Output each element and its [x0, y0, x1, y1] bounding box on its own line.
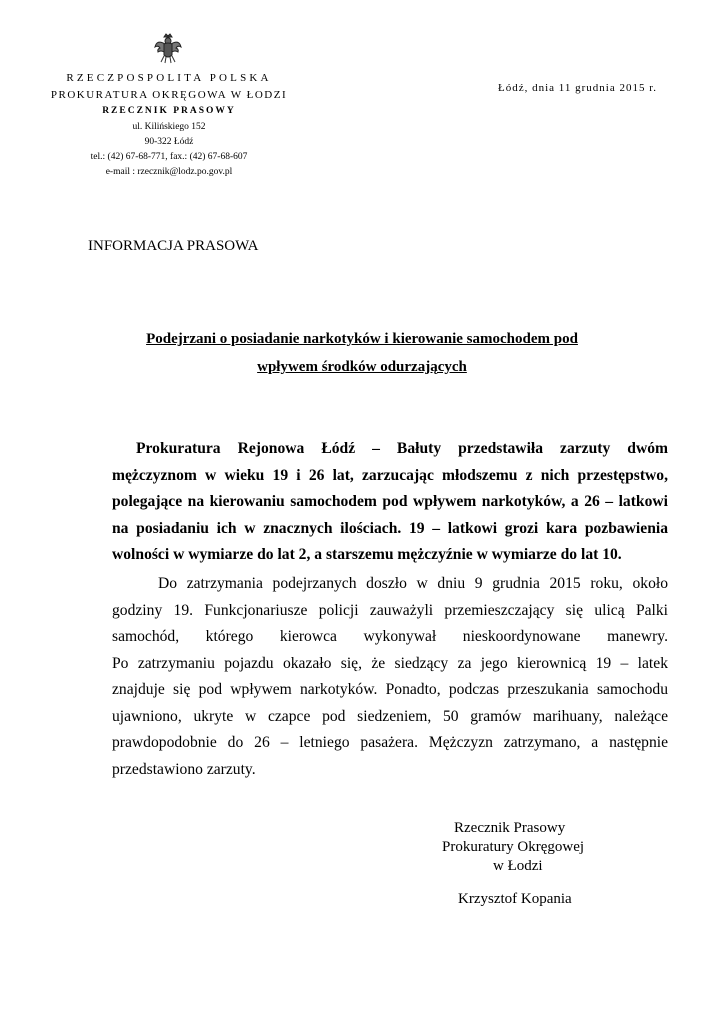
header-street: ul. Kilińskiego 152: [132, 122, 206, 132]
paragraph-line: wolności w wymiarze do lat 2, a starszemu mężczyźnie w wymiarze do lat 10.: [112, 546, 622, 563]
document-title-line-2: wpływem środków odurzających: [257, 359, 467, 375]
paragraph-line: przedstawiono zarzuty.: [112, 760, 256, 778]
paragraph-line: na posiadaniu ich w znacznych ilościach. 19 – latkowi grozi kara pozbawienia: [112, 519, 668, 537]
header-phone: tel.: (42) 67-68-771, fax.: (42) 67-68-607: [90, 152, 248, 162]
paragraph-line: godziny 19. Funkcjonariusze policji zauważyli przemieszczający się ulicą Palki: [112, 601, 668, 619]
signature-role: Rzecznik Prasowy: [454, 820, 566, 836]
document-date: Łódź, dnia 11 grudnia 2015 r.: [498, 82, 658, 94]
paragraph-line: polegające na kierowaniu samochodem pod wpływem narkotyków, a 26 – latkowi: [112, 493, 668, 510]
paragraph-line: prawdopodobnie do 26 – letniego pasażera. Mężczyzn zatrzymano, a następnie: [112, 734, 668, 751]
paragraph-line: Prokuratura Rejonowa Łódź – Bałuty przedstawiła zarzuty dwóm: [136, 440, 668, 457]
paragraph-line: Do zatrzymania podejrzanych doszło w dniu 9 grudnia 2015 roku, około: [158, 575, 668, 592]
header-country: RZECZPOSPOLITA POLSKA: [66, 72, 272, 84]
document-title-line-1: Podejrzani o posiadanie narkotyków i kierowanie samochodem pod: [146, 331, 578, 347]
signature-institution: Prokuratury Okręgowej: [442, 839, 585, 855]
header-department: RZECZNIK PRASOWY: [102, 106, 236, 116]
eagle-emblem-icon: [153, 33, 183, 65]
header-postal: 90-322 Łódź: [144, 137, 194, 147]
header-email: e-mail : rzecznik@lodz.po.gov.pl: [105, 167, 233, 177]
paragraph-charges: [112, 436, 668, 569]
paragraph-arrest: [112, 571, 668, 783]
signature-name: Krzysztof Kopania: [458, 891, 572, 907]
paragraph-line: Po zatrzymaniu pojazdu okazało się, że siedzący za jego kierownicą 19 – latek: [112, 654, 668, 672]
paragraph-line: ujawniono, ukryte w czapce pod siedzeniem, 50 gramów marihuany, należące: [112, 707, 668, 725]
paragraph-line: mężczyznom w wieku 19 i 26 lat, zarzucając młodszemu z nich przestępstwo,: [112, 466, 668, 484]
paragraph-line: samochód, którego kierowca wykonywał nieskoordynowane manewry.: [112, 628, 668, 645]
document-type: INFORMACJA PRASOWA: [88, 238, 259, 254]
paragraph-line: znajduje się pod wpływem narkotyków. Ponadto, podczas przeszukania samochodu: [112, 681, 668, 698]
header-office: PROKURATURA OKRĘGOWA W ŁODZI: [50, 89, 288, 101]
signature-city: w Łodzi: [493, 858, 543, 874]
